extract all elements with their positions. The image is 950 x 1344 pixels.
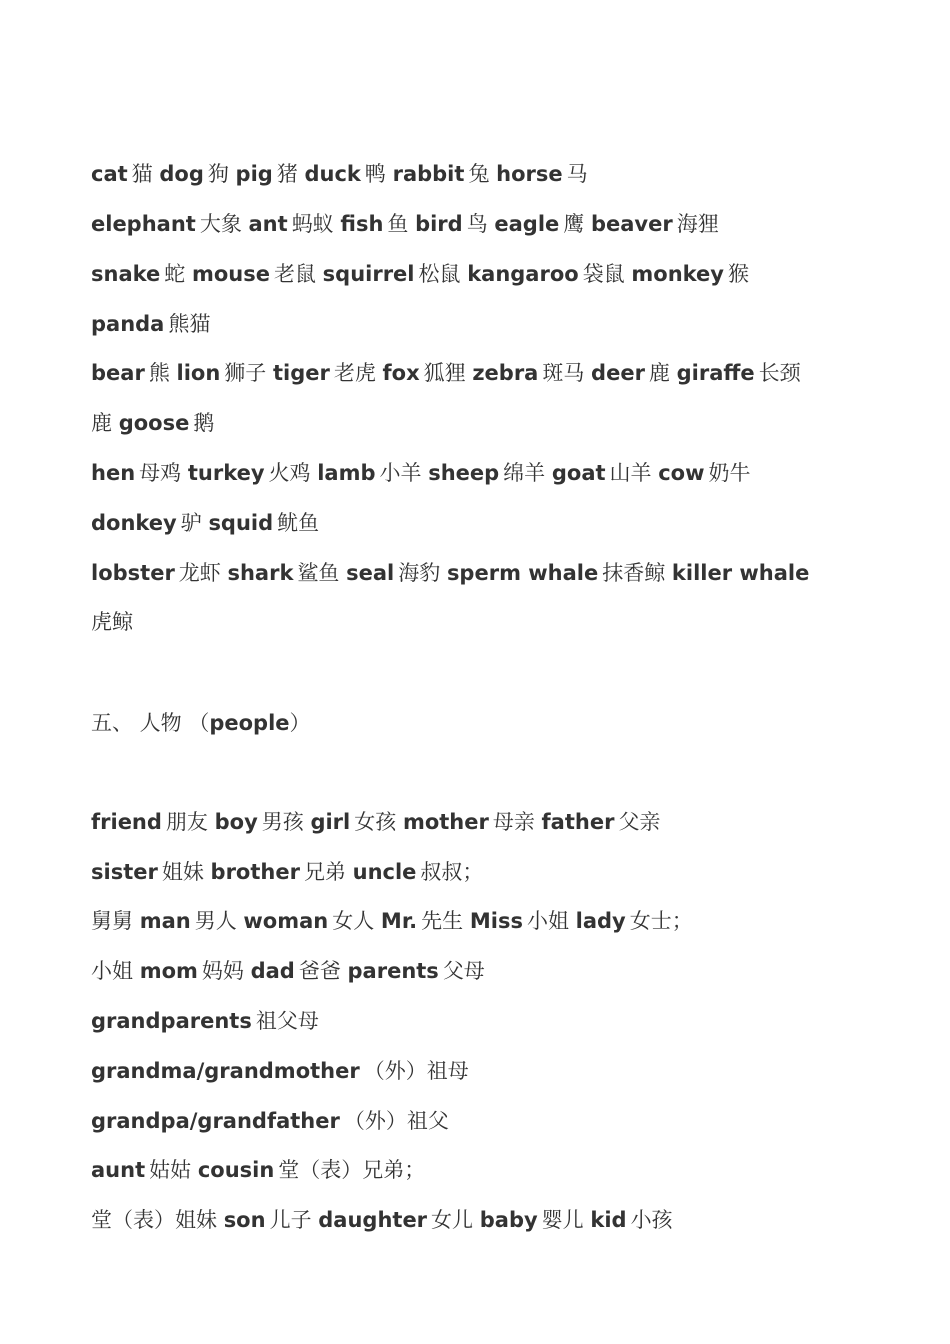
- chinese-translation: 兔: [468, 162, 490, 186]
- chinese-translation: 女人: [332, 909, 375, 933]
- english-word: brother: [210, 860, 300, 884]
- chinese-translation: 猪: [276, 162, 298, 186]
- english-word: squid: [208, 511, 274, 535]
- vocab-line: [91, 1205, 891, 1235]
- english-word: duck: [304, 162, 361, 186]
- vocab-line: [91, 807, 891, 837]
- english-word: lamb: [317, 461, 376, 485]
- chinese-translation: 父亲: [618, 810, 661, 834]
- chinese-translation: 兄弟: [303, 860, 346, 884]
- chinese-translation: 熊猫: [168, 312, 211, 336]
- english-word: Mr.: [380, 909, 418, 933]
- chinese-translation: 鸟: [466, 212, 488, 236]
- english-word: dad: [250, 959, 295, 983]
- chinese-translation: 蚂蚁: [291, 212, 334, 236]
- english-word: turkey: [187, 461, 265, 485]
- english-word: killer whale: [671, 561, 810, 585]
- chinese-translation: 鹿: [91, 411, 112, 435]
- vocab-line: [91, 358, 891, 388]
- chinese-translation: 海豹: [398, 561, 441, 585]
- english-word: grandma/grandmother: [91, 1059, 360, 1083]
- vocab-line: [91, 1155, 891, 1185]
- chinese-translation: 舅舅: [91, 909, 133, 933]
- vocab-line: [91, 906, 891, 936]
- english-word: parents: [347, 959, 439, 983]
- english-word: kangaroo: [467, 262, 579, 286]
- vocab-line: [91, 1056, 891, 1086]
- vocab-line: [91, 1006, 891, 1036]
- chinese-translation: 姑姑: [149, 1158, 192, 1182]
- chinese-translation: 先生: [421, 909, 464, 933]
- english-word: deer: [591, 361, 645, 385]
- chinese-translation: 父母: [442, 959, 485, 983]
- people-section-heading: [91, 708, 891, 738]
- chinese-translation: 小姐: [526, 909, 569, 933]
- chinese-translation: 堂（表）兄弟；: [278, 1158, 426, 1182]
- english-word: ant: [248, 212, 288, 236]
- english-word: shark: [227, 561, 294, 585]
- english-word: grandparents: [91, 1009, 252, 1033]
- english-word: panda: [91, 312, 165, 336]
- chinese-translation: 长颈: [758, 361, 801, 385]
- english-word: sister: [91, 860, 158, 884]
- english-word: giraffe: [676, 361, 755, 385]
- english-word: eagle: [494, 212, 560, 236]
- vocab-line: [91, 458, 891, 488]
- chinese-translation: （外）祖父: [343, 1109, 449, 1133]
- english-word: sperm whale: [446, 561, 599, 585]
- vocab-line: [91, 558, 891, 588]
- chinese-translation: 婴儿: [541, 1208, 584, 1232]
- vocab-line: [91, 408, 891, 438]
- chinese-translation: 祖父母: [255, 1009, 319, 1033]
- chinese-translation: 母亲: [492, 810, 535, 834]
- english-word: pig: [235, 162, 273, 186]
- english-word: monkey: [631, 262, 724, 286]
- english-word: dog: [159, 162, 204, 186]
- chinese-translation: 绵羊: [503, 461, 546, 485]
- chinese-translation: 姐妹: [161, 860, 204, 884]
- chinese-translation: 马: [566, 162, 588, 186]
- chinese-translation: 鱿鱼: [277, 511, 320, 535]
- heading-english-word: people: [209, 711, 290, 735]
- vocab-line: [91, 159, 891, 189]
- chinese-translation: 叔叔；: [420, 860, 484, 884]
- heading-suffix: ）: [289, 711, 311, 735]
- chinese-translation: 朋友: [165, 810, 208, 834]
- chinese-translation: 小羊: [379, 461, 422, 485]
- chinese-translation: 男人: [194, 909, 237, 933]
- english-word: squirrel: [322, 262, 415, 286]
- chinese-translation: 奶牛: [708, 461, 751, 485]
- english-word: lobster: [91, 561, 175, 585]
- english-word: elephant: [91, 212, 196, 236]
- english-word: Miss: [469, 909, 523, 933]
- chinese-translation: 袋鼠: [582, 262, 625, 286]
- english-word: mother: [402, 810, 489, 834]
- english-word: aunt: [91, 1158, 146, 1182]
- english-word: uncle: [352, 860, 417, 884]
- chinese-translation: 鸭: [364, 162, 386, 186]
- chinese-translation: 老虎: [333, 361, 376, 385]
- english-word: cat: [91, 162, 128, 186]
- english-word: zebra: [472, 361, 539, 385]
- english-word: donkey: [91, 511, 177, 535]
- chinese-translation: 女士；: [629, 909, 693, 933]
- chinese-translation: 山羊: [609, 461, 652, 485]
- english-word: friend: [91, 810, 162, 834]
- chinese-translation: 熊: [148, 361, 170, 385]
- english-word: lady: [575, 909, 626, 933]
- vocab-line: [91, 956, 891, 986]
- chinese-translation: 妈妈: [201, 959, 244, 983]
- chinese-translation: 老鼠: [273, 262, 316, 286]
- chinese-translation: 蛇: [164, 262, 186, 286]
- english-word: goat: [551, 461, 606, 485]
- chinese-translation: 驴: [180, 511, 202, 535]
- chinese-translation: 海狸: [676, 212, 719, 236]
- chinese-translation: 狗: [207, 162, 229, 186]
- chinese-translation: 堂（表）姐妹: [91, 1208, 217, 1232]
- english-word: grandpa/grandfather: [91, 1109, 340, 1133]
- chinese-translation: 虎鲸: [91, 610, 133, 634]
- chinese-translation: 火鸡: [268, 461, 311, 485]
- chinese-translation: 儿子: [269, 1208, 312, 1232]
- english-word: daughter: [318, 1208, 428, 1232]
- vocab-line: [91, 508, 891, 538]
- chinese-translation: （外）祖母: [363, 1059, 469, 1083]
- english-word: boy: [214, 810, 258, 834]
- english-word: father: [541, 810, 615, 834]
- chinese-translation: 大象: [199, 212, 242, 236]
- chinese-translation: 鹿: [648, 361, 670, 385]
- english-word: sheep: [428, 461, 500, 485]
- english-word: cousin: [197, 1158, 275, 1182]
- english-word: son: [223, 1208, 266, 1232]
- chinese-translation: 猴: [727, 262, 749, 286]
- chinese-translation: 小孩: [630, 1208, 673, 1232]
- chinese-translation: 松鼠: [418, 262, 461, 286]
- chinese-translation: 狐狸: [423, 361, 466, 385]
- chinese-translation: 女孩: [354, 810, 397, 834]
- vocab-line: [91, 309, 891, 339]
- chinese-translation: 鱼: [387, 212, 409, 236]
- english-word: goose: [118, 411, 190, 435]
- english-word: mouse: [191, 262, 270, 286]
- english-word: fox: [382, 361, 420, 385]
- english-word: fish: [340, 212, 384, 236]
- chinese-translation: 母鸡: [139, 461, 182, 485]
- chinese-translation: 猫: [131, 162, 153, 186]
- chinese-translation: 鹰: [563, 212, 585, 236]
- chinese-translation: 龙虾: [178, 561, 221, 585]
- chinese-translation: 男孩: [261, 810, 304, 834]
- english-word: tiger: [272, 361, 330, 385]
- english-word: cow: [658, 461, 705, 485]
- english-word: bird: [415, 212, 463, 236]
- chinese-translation: 鹅: [193, 411, 215, 435]
- chinese-translation: 小姐: [91, 959, 133, 983]
- english-word: hen: [91, 461, 136, 485]
- chinese-translation: 狮子: [224, 361, 267, 385]
- heading-prefix: 五、 人物 （: [91, 711, 210, 735]
- english-word: man: [139, 909, 191, 933]
- english-word: kid: [590, 1208, 627, 1232]
- vocab-line: [91, 259, 891, 289]
- english-word: baby: [479, 1208, 538, 1232]
- english-word: bear: [91, 361, 145, 385]
- vocab-line: [91, 857, 891, 887]
- chinese-translation: 斑马: [542, 361, 585, 385]
- vocab-line: [91, 1106, 891, 1136]
- chinese-translation: 女儿: [431, 1208, 474, 1232]
- english-word: mom: [139, 959, 198, 983]
- vocab-line: [91, 209, 891, 239]
- english-word: rabbit: [392, 162, 465, 186]
- english-word: lion: [176, 361, 221, 385]
- vocab-line: [91, 607, 891, 637]
- english-word: snake: [91, 262, 161, 286]
- english-word: woman: [243, 909, 329, 933]
- english-word: beaver: [590, 212, 673, 236]
- chinese-translation: 爸爸: [298, 959, 341, 983]
- chinese-translation: 抹香鲸: [602, 561, 666, 585]
- english-word: girl: [310, 810, 351, 834]
- english-word: seal: [346, 561, 395, 585]
- english-word: horse: [496, 162, 563, 186]
- chinese-translation: 鲨鱼: [297, 561, 340, 585]
